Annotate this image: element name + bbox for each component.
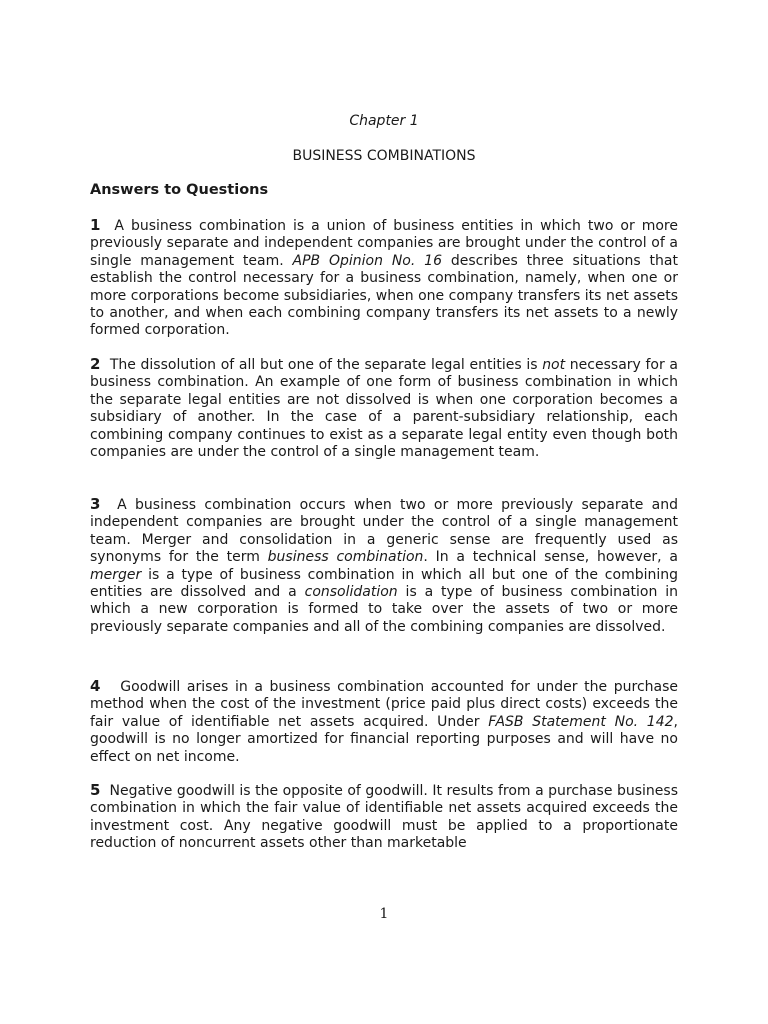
answer-text: , goodwill is no longer amortized for financial reporting purposes and will have no effect on net income.: [90, 713, 678, 765]
answer-text: A business combination occurs when two or more previously separate and independent companies are brought under the control of a single management team. Merger and consolidation in a generic sense are frequently used as synonyms for the term: [90, 497, 678, 566]
answer-text: . In a technical sense, however, a: [423, 549, 678, 566]
answer-text: describes three situations that establish the control necessary for a business combination, namely, when one or more corporations become subsidiaries, when one company transfers its net assets to another, and when each combining company transfers its net assets to a newly formed corporation.: [90, 252, 678, 339]
answer-text: A business combination is a union of business entities in which two or more previously separate and independent companies are brought under the control of a single management team.: [90, 218, 678, 269]
answer-text: The dissolution of all but one of the separate legal entities is: [109, 357, 543, 373]
answer-number: 2: [90, 355, 101, 373]
answer-text: Negative goodwill is the opposite of goodwill. It results from a purchase business combination in which the fair value of identifiable net assets acquired exceeds the investment cost. Any negative goodwill must be applied to a proportionate reduction of noncurrent assets other than marketable: [90, 783, 678, 852]
answer-paragraph-3: [90, 496, 678, 636]
section-heading: Answers to Questions: [90, 182, 269, 198]
answer-text-italic: APB Opinion No. 16: [292, 252, 442, 269]
answer-text-italic: business combination: [267, 549, 424, 566]
answer-paragraph-4: [90, 678, 678, 766]
answer-number: 5: [90, 781, 101, 799]
answer-number: 3: [90, 495, 101, 513]
answer-text: necessary for a business combination. An example of one form of business combination in which the separate legal entities are not dissolved is when one corporation becomes a subsidiary of another. In the case of a parent-subsidiary relationship, each combining company continues to exist as a separate legal entity even though both companies are under the control of a single management team.: [90, 357, 679, 461]
answer-text-italic: merger: [90, 566, 142, 583]
answer-text-italic: FASB Statement No. 142: [488, 713, 674, 730]
answer-paragraph-2: [90, 356, 678, 461]
answer-paragraph-1: [90, 217, 678, 340]
chapter-title: BUSINESS COMBINATIONS: [292, 148, 476, 164]
answer-number: 4: [90, 677, 101, 695]
answer-text-italic: not: [542, 357, 566, 373]
answer-paragraph-5: [90, 782, 678, 853]
answer-text: is a type of business combination in which all but one of the combining entities are dissolved and a: [90, 566, 678, 601]
answer-text: Goodwill arises in a business combination accounted for under the purchase method when the cost of the investment (price paid plus direct costs) exceeds the fair value of identifiable net assets acquired. Under: [90, 679, 679, 730]
answer-number: 1: [90, 216, 101, 234]
answer-text-italic: consolidation: [304, 584, 398, 601]
chapter-label: Chapter 1: [349, 113, 419, 129]
page-number: 1: [379, 906, 389, 922]
answer-text: is a type of business combination in which a new corporation is formed to take over the assets of two or more previously separate companies and all of the combining companies are dissolved.: [90, 584, 678, 635]
